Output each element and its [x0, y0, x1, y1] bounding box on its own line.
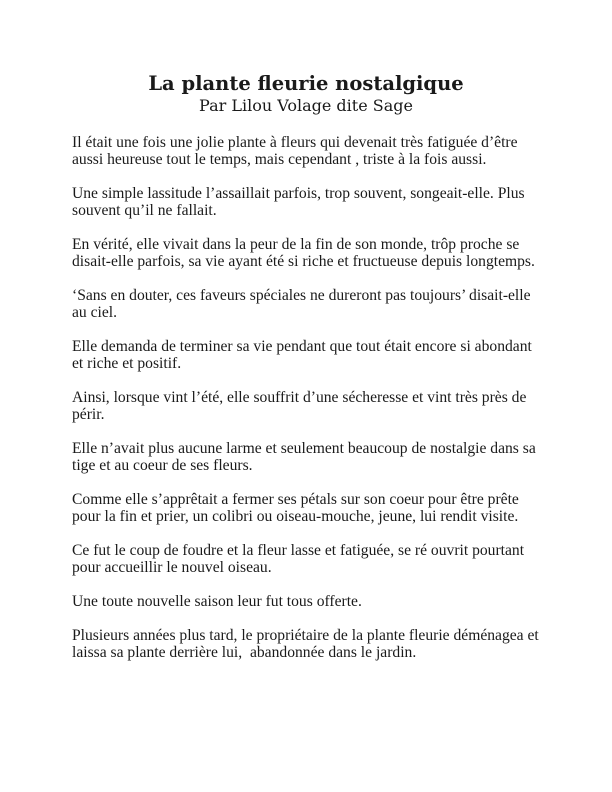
paragraph-2: Une simple lassitude l’assaillait parfois, trop souvent, songeait-elle. Plus souvent qu’il ne fallait.	[72, 185, 529, 220]
paragraph-6: Ainsi, lorsque vint l’été, elle souffrit d’une sécheresse et vint très près de périr.	[72, 389, 531, 424]
document-author: Par Lilou Volage dite Sage	[199, 96, 413, 115]
paragraph-1: Il était une fois une jolie plante à fleurs qui devenait très fatiguée d’être aussi heureuse tout le temps, mais cependant , triste à la fois aussi.	[72, 134, 522, 169]
paragraph-8: Comme elle s’apprêtait a fermer ses pétals sur son coeur pour être prête pour la fin et prier, un colibri ou oiseau-mouche, jeune, lui rendit visite.	[72, 491, 523, 526]
paragraph-7: Elle n’avait plus aucune larme et seulement beaucoup de nostalgie dans sa tige et au coeur de ses fleurs.	[72, 440, 540, 475]
paragraph-11: Plusieurs années plus tard, le propriétaire de la plante fleurie déménagea et laissa sa plante derrière lui, abandonnée dans le jardin.	[72, 626, 543, 661]
paragraph-4: ‘Sans en douter, ces faveurs spéciales ne dureront pas toujours’ disait-elle au ciel.	[72, 287, 535, 322]
paragraph-9: Ce fut le coup de foudre et la fleur lasse et fatiguée, se ré ouvrit pourtant pour accueillir le nouvel oiseau.	[72, 542, 528, 577]
document-title: La plante fleurie nostalgique	[148, 72, 464, 95]
paragraph-10: Une toute nouvelle saison leur fut tous offerte.	[72, 593, 362, 610]
paragraph-5: Elle demanda de terminer sa vie pendant que tout était encore si abondant et riche et positif.	[72, 338, 536, 373]
paragraph-3: En vérité, elle vivait dans la peur de la fin de son monde, trôp proche se disait-elle parfois, sa vie ayant été si riche et fructueuse depuis longtemps.	[72, 236, 535, 271]
document-body	[72, 134, 542, 678]
